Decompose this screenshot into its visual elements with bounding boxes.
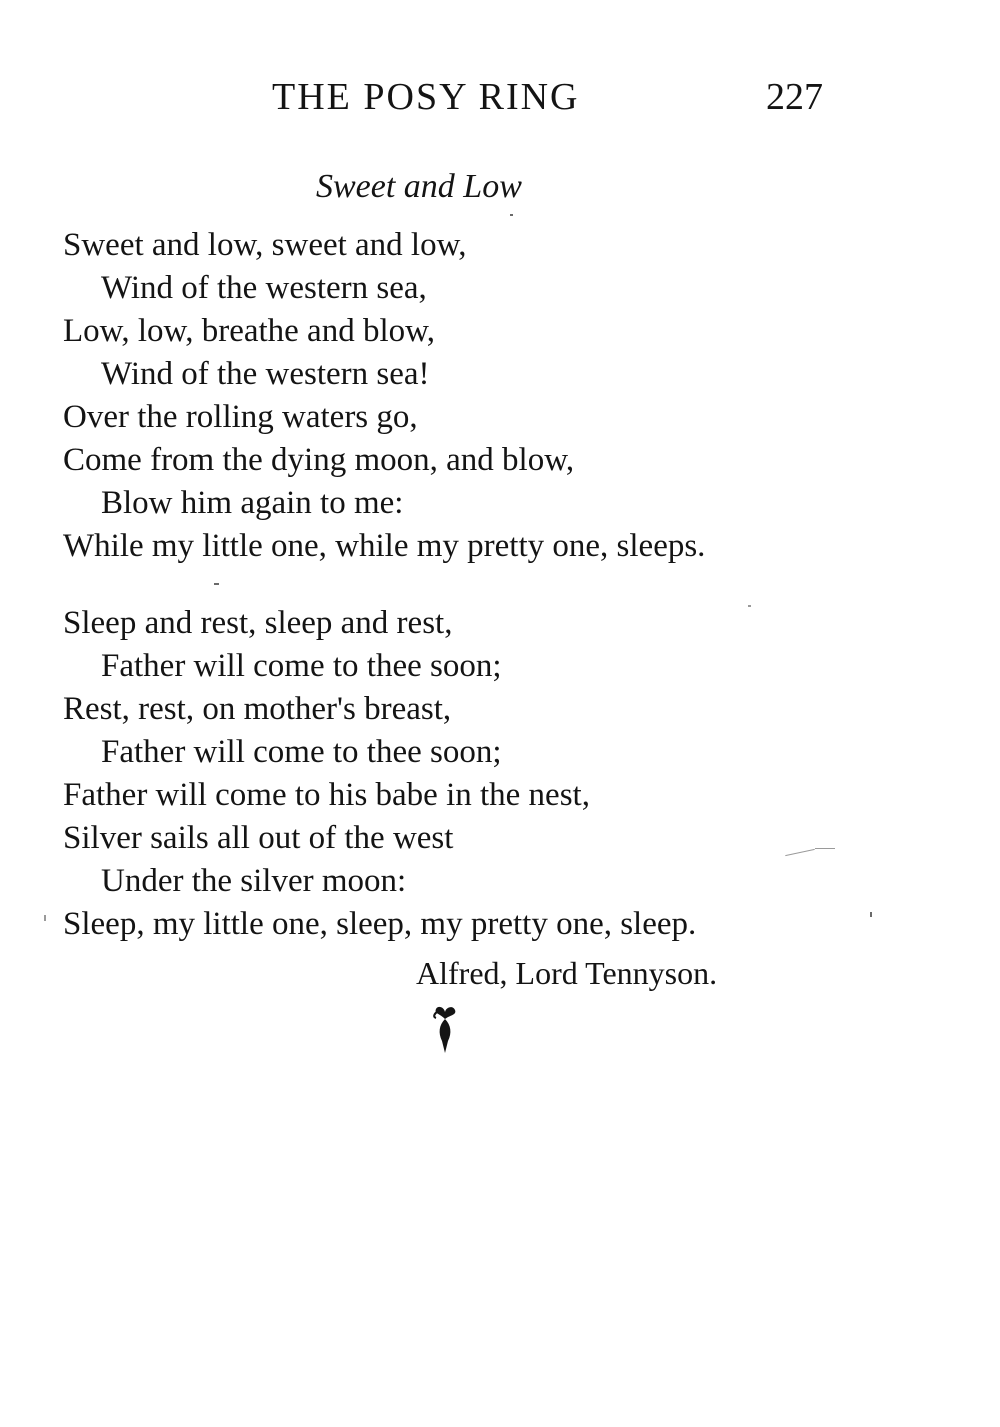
scan-speck xyxy=(870,912,872,917)
scan-speck xyxy=(510,214,513,216)
verse-line: Wind of the western sea, xyxy=(101,270,427,306)
stanza-2 xyxy=(63,602,696,946)
verse-line: Father will come to thee soon; xyxy=(101,648,502,684)
scan-speck xyxy=(44,915,46,921)
poem-author: Alfred, Lord Tennyson. xyxy=(416,955,718,991)
verse-line: Sweet and low, sweet and low, xyxy=(63,227,467,263)
verse-line: Sleep and rest, sleep and rest, xyxy=(63,605,453,641)
fleuron-ornament-icon xyxy=(428,1005,462,1055)
scan-speck xyxy=(815,848,835,849)
verse-line: Blow him again to me: xyxy=(101,485,404,521)
running-header-title: THE POSY RING xyxy=(272,76,580,118)
verse-line: Silver sails all out of the west xyxy=(63,820,454,856)
scan-speck xyxy=(214,583,219,585)
poem-title: Sweet and Low xyxy=(316,168,522,205)
verse-line: Under the silver moon: xyxy=(101,863,407,899)
verse-line: Father will come to thee soon; xyxy=(101,734,502,770)
verse-line: Father will come to his babe in the nest, xyxy=(63,777,590,813)
scan-speck xyxy=(785,849,815,856)
verse-line: Low, low, breathe and blow, xyxy=(63,313,436,349)
stanza-1 xyxy=(63,224,705,568)
verse-line: Wind of the western sea! xyxy=(101,356,430,392)
verse-line: While my little one, while my pretty one, sleeps. xyxy=(63,528,706,564)
verse-line: Rest, rest, on mother's breast, xyxy=(63,691,452,727)
verse-line: Sleep, my little one, sleep, my pretty one, sleep. xyxy=(63,906,697,942)
verse-line: Over the rolling waters go, xyxy=(63,399,418,435)
scan-speck xyxy=(748,605,751,607)
page-number: 227 xyxy=(766,76,823,118)
verse-line: Come from the dying moon, and blow, xyxy=(63,442,575,478)
